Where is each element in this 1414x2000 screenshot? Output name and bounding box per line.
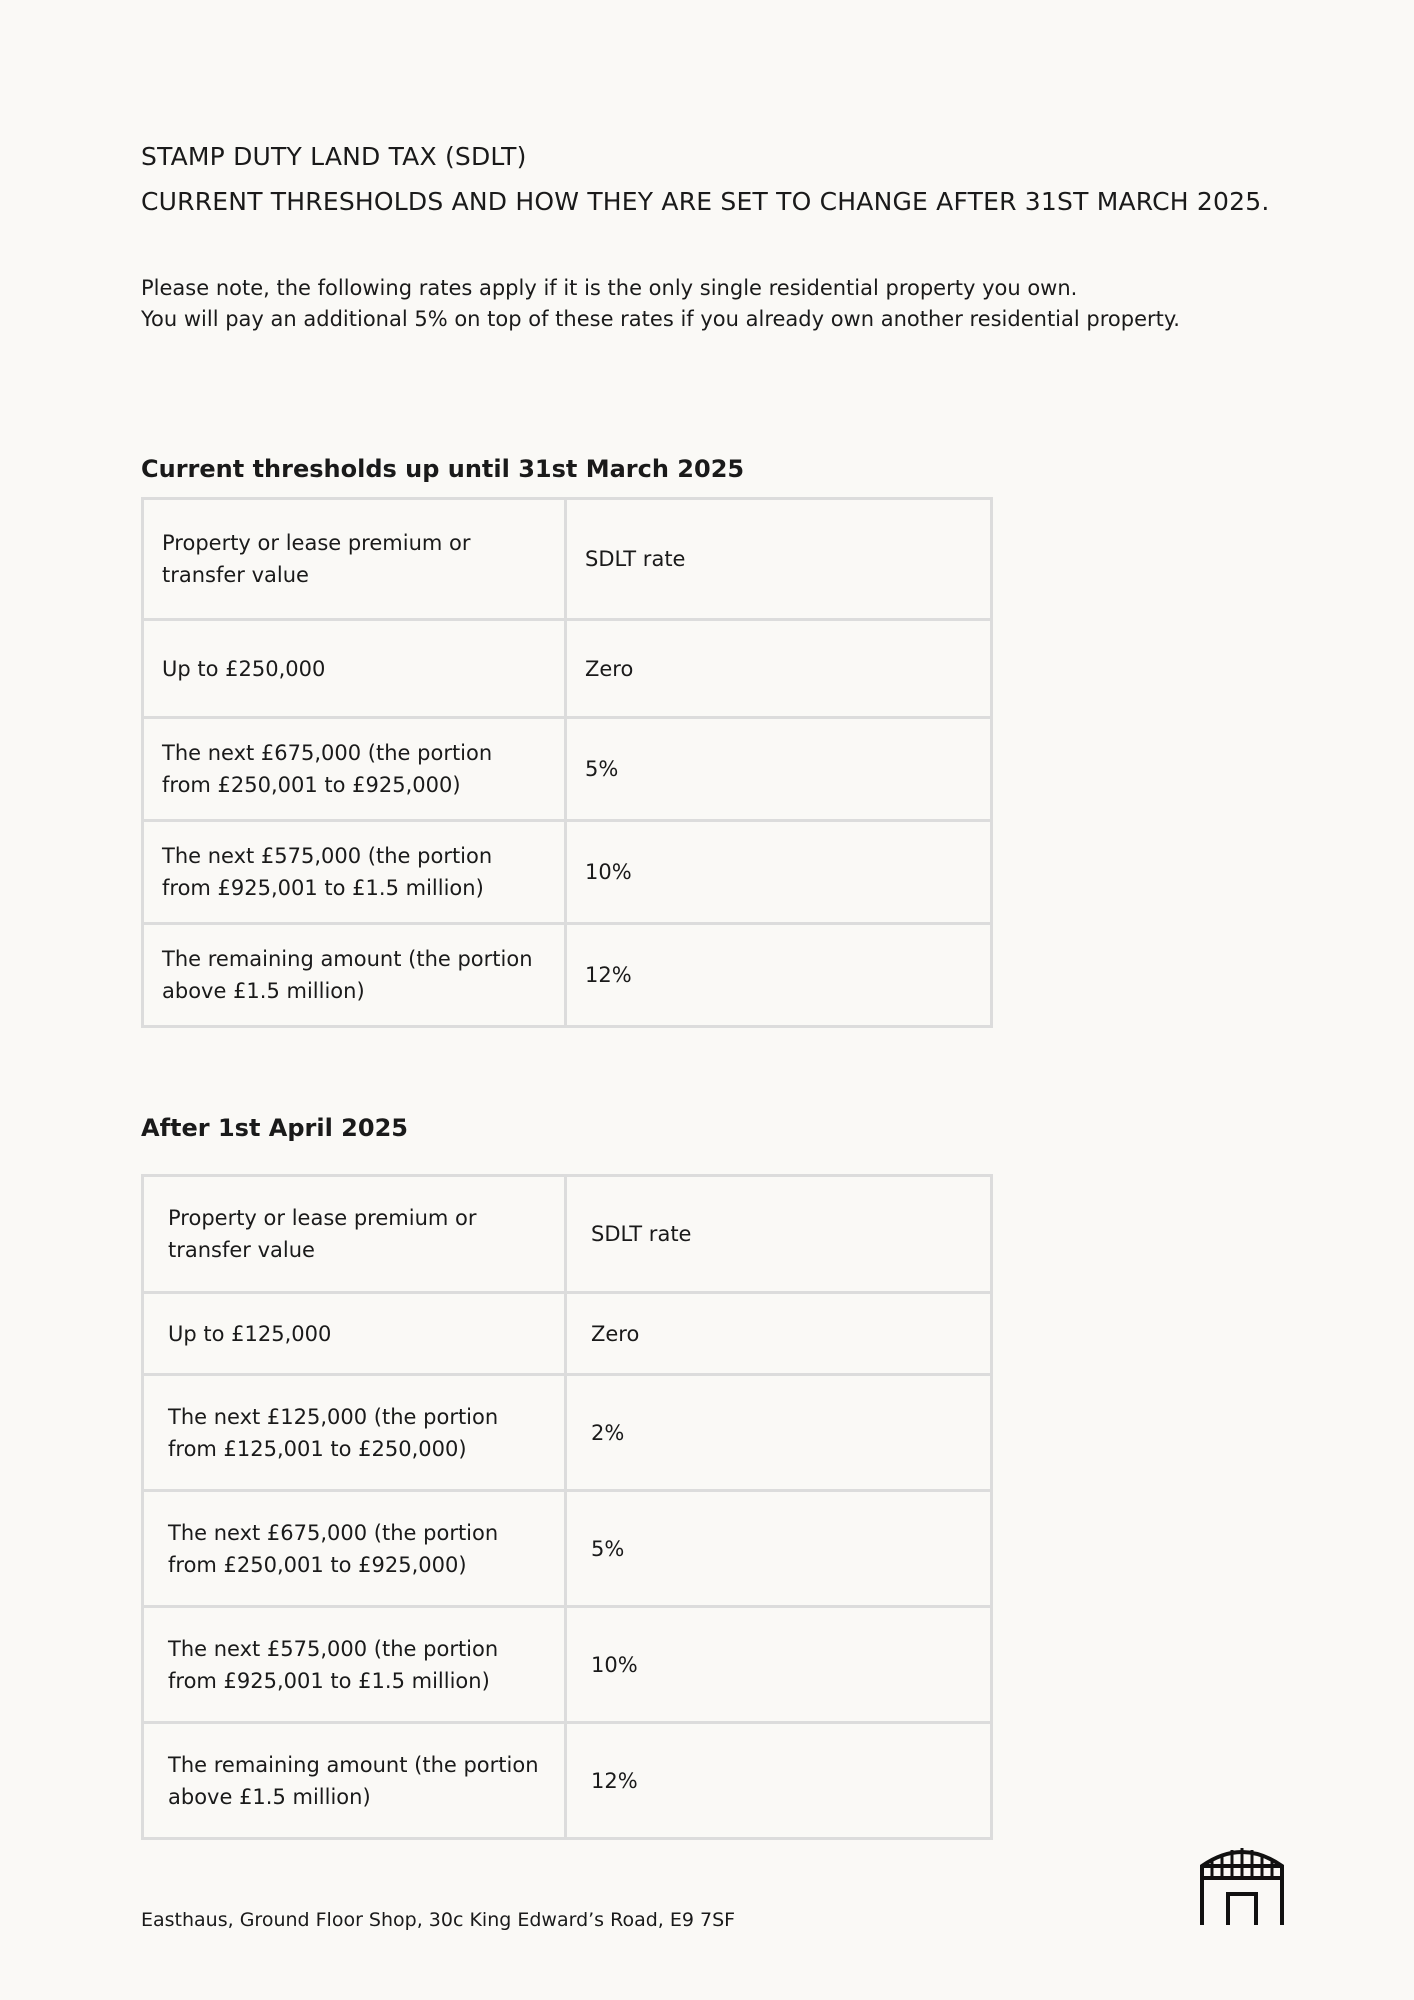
table-row: [143, 1491, 992, 1607]
column-header-value: Property or lease premium or transfer value: [143, 499, 566, 620]
table-row: [143, 924, 992, 1027]
table-header-row: [143, 1176, 992, 1293]
rate-cell: 12%: [566, 1723, 992, 1839]
table-row: [143, 1293, 992, 1375]
note-line-2: You will pay an additional 5% on top of these rates if you already own another residential property.: [141, 307, 1180, 331]
future-thresholds-table: [141, 1174, 993, 1840]
column-header-rate: SDLT rate: [566, 499, 992, 620]
rate-cell: 10%: [566, 821, 992, 924]
current-thresholds-table: [141, 497, 993, 1028]
threshold-cell: Up to £125,000: [143, 1293, 566, 1375]
table-row: [143, 821, 992, 924]
rate-cell: 5%: [566, 1491, 992, 1607]
rate-cell: Zero: [566, 620, 992, 718]
table-row: [143, 1607, 992, 1723]
rate-cell: 10%: [566, 1607, 992, 1723]
rate-cell: 12%: [566, 924, 992, 1027]
table-row: [143, 620, 992, 718]
table-row: [143, 1723, 992, 1839]
house-logo-icon: [1198, 1840, 1286, 1926]
rate-cell: 5%: [566, 718, 992, 821]
threshold-cell: Up to £250,000: [143, 620, 566, 718]
footer-address: Easthaus, Ground Floor Shop, 30c King Edward’s Road, E9 7SF: [141, 1909, 736, 1931]
threshold-cell: The next £675,000 (the portion from £250,001 to £925,000): [143, 1491, 566, 1607]
column-header-rate: SDLT rate: [566, 1176, 992, 1293]
column-header-value: Property or lease premium or transfer value: [143, 1176, 566, 1293]
current-thresholds-title: Current thresholds up until 31st March 2025: [141, 455, 745, 483]
threshold-cell: The next £675,000 (the portion from £250,001 to £925,000): [143, 718, 566, 821]
page-subtitle: CURRENT THRESHOLDS AND HOW THEY ARE SET TO CHANGE AFTER 31ST MARCH 2025.: [141, 187, 1270, 216]
future-thresholds-title: After 1st April 2025: [141, 1114, 408, 1142]
note-line-1: Please note, the following rates apply if it is the only single residential property you own.: [141, 276, 1078, 300]
threshold-cell: The next £575,000 (the portion from £925,001 to £1.5 million): [143, 1607, 566, 1723]
rate-cell: Zero: [566, 1293, 992, 1375]
rate-cell: 2%: [566, 1375, 992, 1491]
page-title: STAMP DUTY LAND TAX (SDLT): [141, 142, 527, 171]
threshold-cell: The next £125,000 (the portion from £125,001 to £250,000): [143, 1375, 566, 1491]
table-header-row: [143, 499, 992, 620]
threshold-cell: The next £575,000 (the portion from £925,001 to £1.5 million): [143, 821, 566, 924]
threshold-cell: The remaining amount (the portion above £1.5 million): [143, 924, 566, 1027]
table-row: [143, 1375, 992, 1491]
threshold-cell: The remaining amount (the portion above £1.5 million): [143, 1723, 566, 1839]
table-row: [143, 718, 992, 821]
